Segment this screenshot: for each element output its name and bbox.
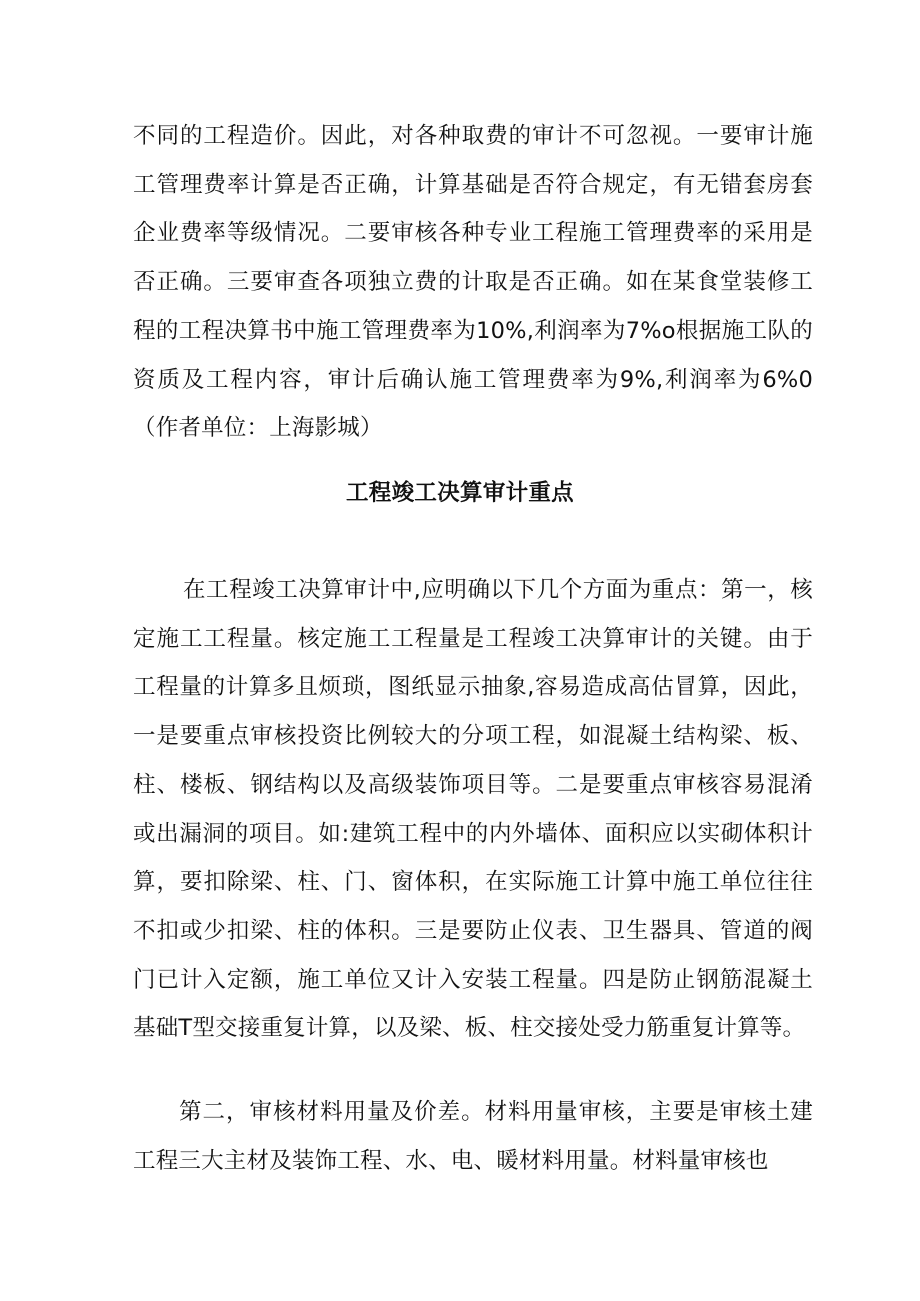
body-paragraph: 不同的工程造价。因此，对各种取费的审计不可忽视。一要审计施工管理费率计算是否正确，计算基础是否符合规定，有无错套房套企业费率等级情况。二要审核各种专业工程施工管理费率的采用是否正确。三要审查各项独立费的计取是否正确。如在某食堂装修工程的工程决算书中施工管理费率为10%,利润率为7%o根据施工队的资质及工程内容，审计后确认施工管理费率为9%,利润率为6%0（作者单位：上海影城） [133, 123, 813, 442]
body-paragraph: 在工程竣工决算审计中,应明确以下几个方面为重点：第一，核定施工工程量。核定施工工程量是工程竣工决算审计的关键。由于工程量的计算多且烦琐，图纸显示抽象,容易造成高估冒算，因此，一是要重点审核投资比例较大的分项工程，如混凝土结构梁、板、柱、楼板、钢结构以及高级装饰项目等。二是要重点审核容易混淆或出漏洞的项目。如:建筑工程中的内外墙体、面积应以实砌体积计算，要扣除梁、柱、门、窗体积，在实际施工计算中施工单位往往不扣或少扣梁、柱的体积。三是要防止仪表、卫生器具、管道的阀门已计入定额，施工单位又计入安装工程量。四是防止钢筋混凝土基础T型交接重复计算，以及梁、板、柱交接处受力筋重复计算等。 [133, 577, 813, 1042]
body-paragraph: 第二，审核材料用量及价差。材料用量审核，主要是审核土建工程三大主材及装饰工程、水、电、暖材料用量。材料量审核也 [133, 1099, 813, 1174]
section-title: 工程竣工决算审计重点 [345, 480, 574, 506]
